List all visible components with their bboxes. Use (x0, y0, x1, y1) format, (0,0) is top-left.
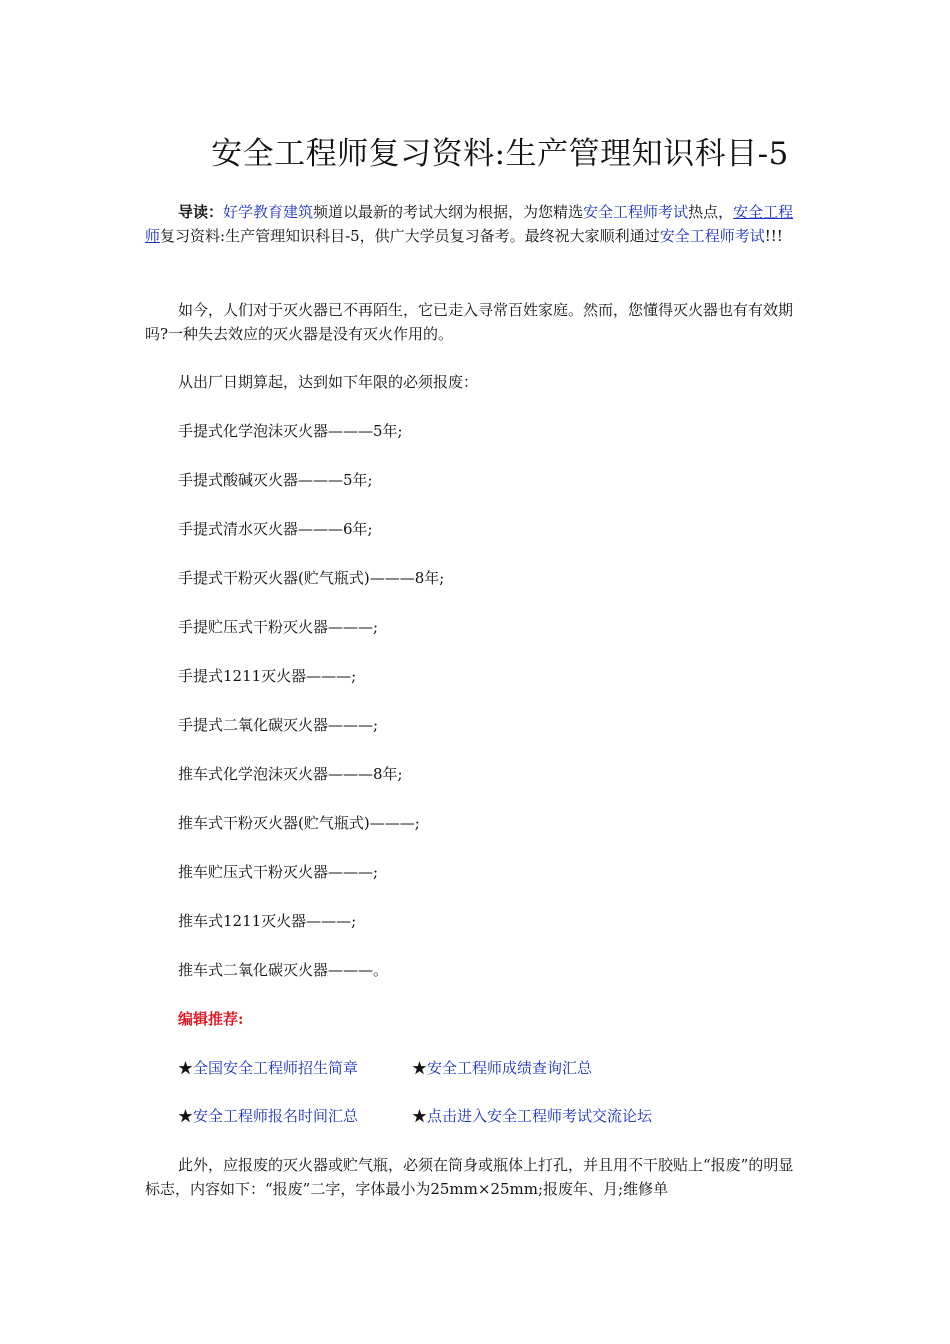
list-item: 推车式化学泡沫灭火器———8年; (178, 765, 403, 783)
list-item: 手提式1211灭火器———; (178, 667, 357, 685)
editor-recommend-heading: 编辑推荐: (178, 1010, 244, 1028)
link-registration-time[interactable]: 安全工程师报名时间汇总 (193, 1107, 359, 1125)
paragraph-1: 如今，人们对于灭火器已不再陌生，它已走入寻常百姓家庭。然而，您懂得灭火器也有有效期吗?一种失去效应的灭火器是没有灭火作用的。 (145, 301, 794, 343)
paragraph-3: 此外，应报废的灭火器或贮气瓶，必须在筒身或瓶体上打孔，并且用不干胶贴上“报废”的明显标志，内容如下：“报废”二字，字体最小为25mm×25mm;报废年、月;维修单 (145, 1156, 794, 1198)
star-icon: ★ (178, 1107, 194, 1125)
recommend-item (412, 1104, 652, 1128)
list-item: 手提式酸碱灭火器———5年; (178, 471, 373, 489)
intro-paragraph (145, 200, 807, 248)
recommend-item (412, 1056, 592, 1080)
link-safety-engineer[interactable]: 安全工程师 (145, 203, 794, 245)
star-icon: ★ (178, 1059, 194, 1077)
list-item: 手提式干粉灭火器(贮气瓶式)———8年; (178, 569, 445, 587)
star-icon: ★ (412, 1059, 428, 1077)
intro-text-3: 复习资料:生产管理知识科目-5，供广大学员复习备考。最终祝大家顺利通过 (160, 227, 660, 245)
list-item: 手提式二氧化碳灭火器———; (178, 716, 379, 734)
link-enrollment-guide[interactable]: 全国安全工程师招生简章 (193, 1059, 359, 1077)
link-safety-exam[interactable]: 安全工程师考试 (583, 203, 689, 221)
link-safety-exam-2[interactable]: 安全工程师考试 (659, 227, 765, 245)
intro-text-2: 热点， (688, 203, 734, 221)
list-item: 推车贮压式干粉灭火器———; (178, 863, 379, 881)
list-item: 手提式化学泡沫灭火器———5年; (178, 422, 403, 440)
page-title: 安全工程师复习资料:生产管理知识科目-5 (211, 136, 789, 172)
intro-text-1: 频道以最新的考试大纲为根据，为您精选 (313, 203, 584, 221)
star-icon: ★ (412, 1107, 428, 1125)
list-item: 推车式干粉灭火器(贮气瓶式)———; (178, 814, 420, 832)
recommend-row-2 (178, 1104, 652, 1128)
list-item: 手提贮压式干粉灭火器———; (178, 618, 379, 636)
list-item: 推车式1211灭火器———; (178, 912, 357, 930)
recommend-row-1 (178, 1056, 592, 1080)
list-item: 手提式清水灭火器———6年; (178, 520, 373, 538)
link-score-query[interactable]: 安全工程师成绩查询汇总 (427, 1059, 593, 1077)
link-exam-forum[interactable]: 点击进入安全工程师考试交流论坛 (427, 1107, 653, 1125)
intro-label: 导读： (178, 203, 224, 221)
list-item: 推车式二氧化碳灭火器———。 (178, 961, 389, 979)
recommend-item (178, 1104, 412, 1128)
intro-text-4: !!! (764, 227, 783, 245)
paragraph-2: 从出厂日期算起，达到如下年限的必须报废： (178, 373, 479, 391)
link-haoxue-jianzhu[interactable]: 好学教育建筑 (223, 203, 314, 221)
recommend-item (178, 1056, 412, 1080)
